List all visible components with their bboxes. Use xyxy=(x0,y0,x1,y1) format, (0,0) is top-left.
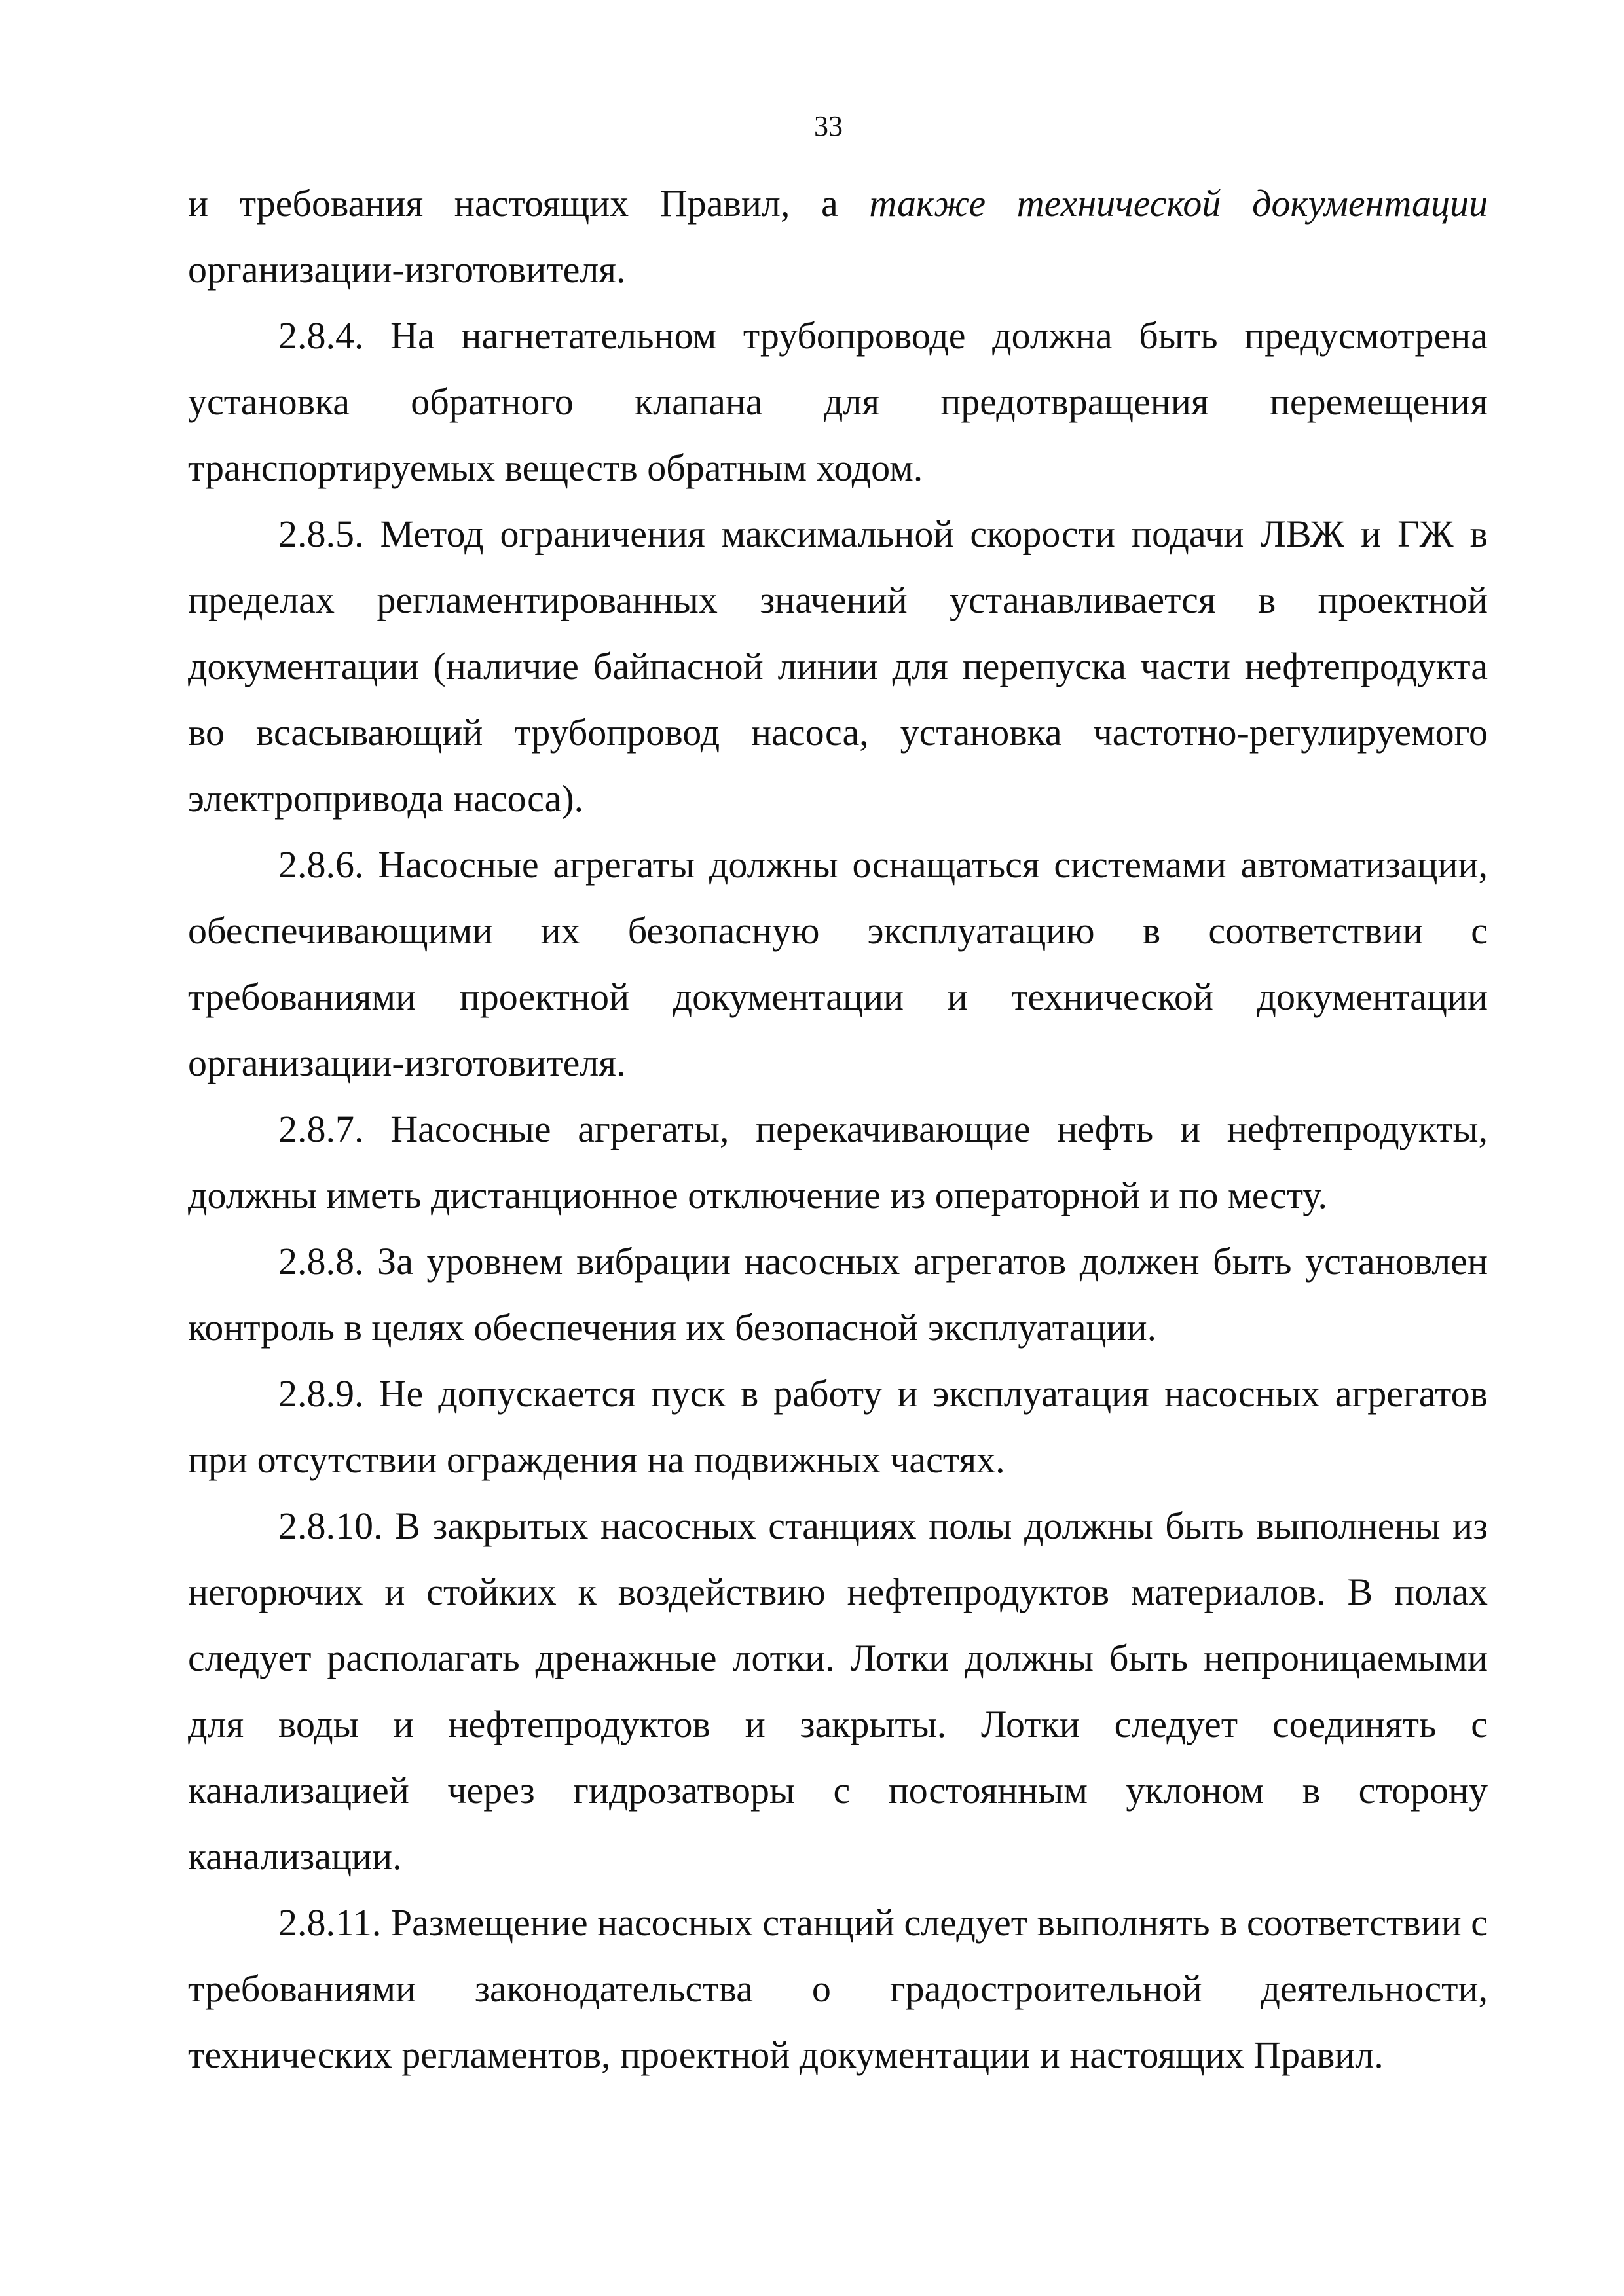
paragraph-2-8-9: 2.8.9. Не допускается пуск в работу и эксплуатация насосных агрегатов при отсутствии ограждения на подвижных частях. xyxy=(188,1372,1488,1481)
paragraph-2-8-4: 2.8.4. На нагнетательном трубопроводе должна быть предусмотрена установка обратного клапана для предотвращения перемещения транспортируемых веществ обратным ходом. xyxy=(188,314,1488,489)
page-number: 33 xyxy=(814,110,843,142)
paragraph-2-8-10: 2.8.10. В закрытых насосных станциях полы должны быть выполнены из негорючих и стойких к воздействию нефтепродуктов материалов. В полах следует располагать дренажные лотки. Лотки должны быть непроницаемыми для воды и нефтепродуктов и закрыты. Лотки следует соединять с канализацией через гидрозатворы с постоянным уклоном в сторону канализации. xyxy=(188,1504,1488,1878)
paragraph-continuation xyxy=(188,170,1488,302)
paragraph-2-8-8: 2.8.8. За уровнем вибрации насосных агрегатов должен быть установлен контроль в целях обеспечения их безопасной эксплуатации. xyxy=(188,1240,1488,1349)
paragraph-continuation-italic: также технической документации xyxy=(869,182,1488,225)
paragraph-2-8-7: 2.8.7. Насосные агрегаты, перекачивающие нефть и нефтепродукты, должны иметь дистанционное отключение из операторной и по месту. xyxy=(188,1108,1488,1216)
page-body xyxy=(188,170,1488,2088)
paragraph-2-8-6: 2.8.6. Насосные агрегаты должны оснащаться системами автоматизации, обеспечивающими их безопасную эксплуатацию в соответствии с требованиями проектной документации и технической документации организации-изготовителя. xyxy=(188,843,1488,1084)
paragraph-2-8-11: 2.8.11. Размещение насосных станций следует выполнять в соответствии с требованиями законодательства о градостроительной деятельности, технических регламентов, проектной документации и настоящих Правил. xyxy=(188,1901,1488,2076)
paragraph-2-8-5: 2.8.5. Метод ограничения максимальной скорости подачи ЛВЖ и ГЖ в пределах регламентированных значений устанавливается в проектной документации (наличие байпасной линии для перепуска части нефтепродукта во всасывающий трубопровод насоса, установка частотно-регулируемого электропривода насоса). xyxy=(188,513,1488,820)
paragraph-continuation-tail: организации-изготовителя. xyxy=(188,248,626,291)
paragraph-continuation-lead: и требования настоящих Правил, а xyxy=(188,182,870,225)
